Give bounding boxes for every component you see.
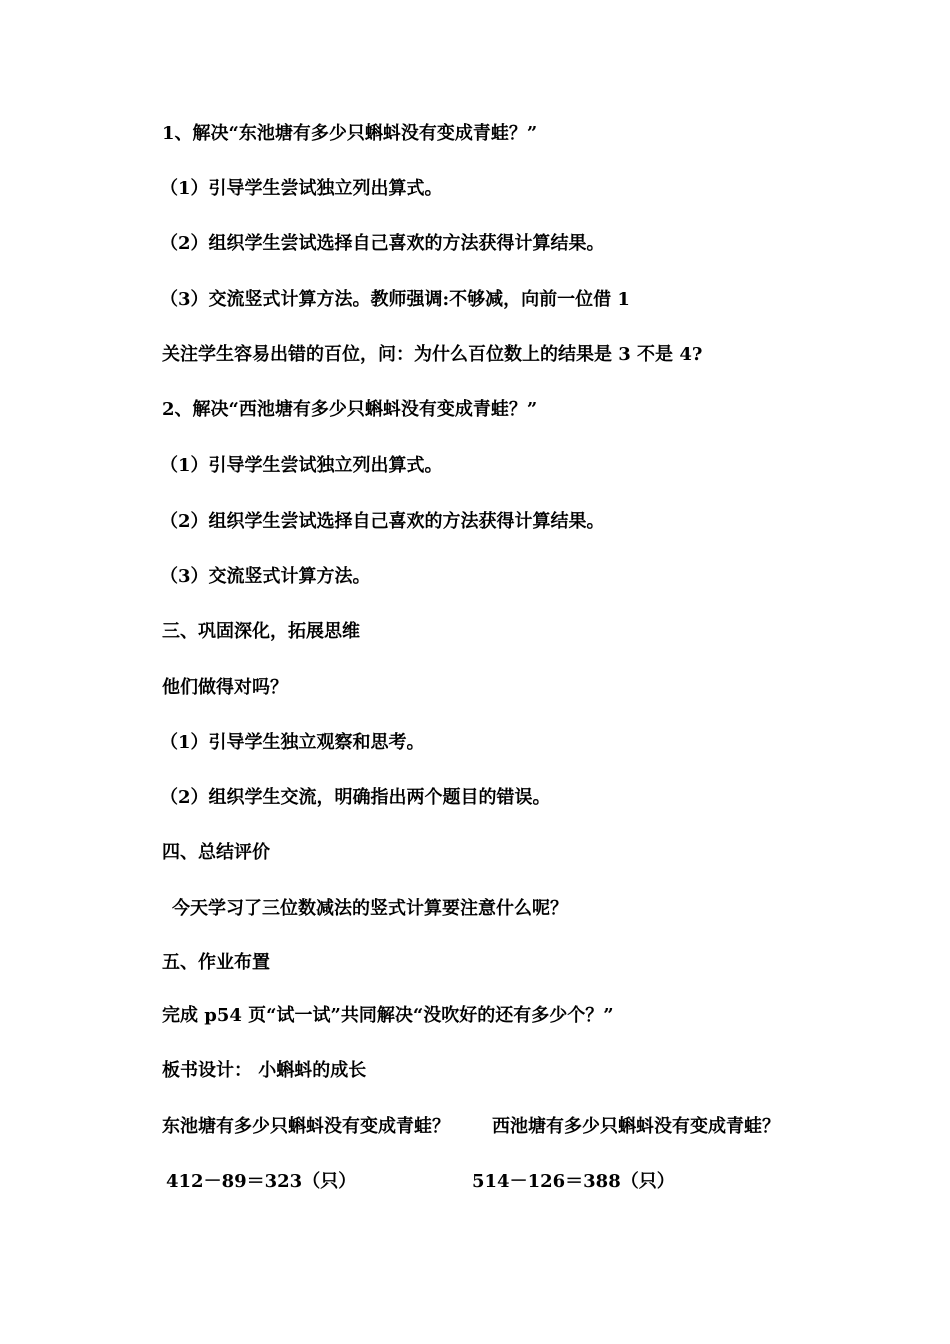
step-text: （1）引导学生尝试独立列出算式。	[160, 178, 443, 199]
section-heading-west-pond: 2、解决“西池塘有多少只蝌蚪没有变成青蛙？”	[162, 399, 538, 420]
paragraph-text: 完成 p54 页“试一试”共同解决“没吹好的还有多少个？”	[162, 1005, 614, 1026]
step-text: （2）组织学生尝试选择自己喜欢的方法获得计算结果。	[160, 511, 605, 532]
paragraph-text: 他们做得对吗？	[162, 677, 288, 698]
step-text: （1）引导学生独立观察和思考。	[160, 732, 425, 753]
board-left-question: 东池塘有多少只蝌蚪没有变成青蛙？	[162, 1116, 450, 1137]
step-text: （3）交流竖式计算方法。	[160, 566, 371, 587]
step-text: （2）组织学生尝试选择自己喜欢的方法获得计算结果。	[160, 233, 605, 254]
section-heading-east-pond: 1、解决“东池塘有多少只蝌蚪没有变成青蛙？”	[162, 123, 538, 144]
step-text: （3）交流竖式计算方法。教师强调:不够减，向前一位借 1	[160, 289, 630, 310]
step-text: （1）引导学生尝试独立列出算式。	[160, 455, 443, 476]
section-heading-summary: 四、总结评价	[162, 842, 270, 863]
paragraph-text: 今天学习了三位数减法的竖式计算要注意什么呢？	[172, 898, 568, 919]
step-text: （2）组织学生交流，明确指出两个题目的错误。	[160, 787, 551, 808]
board-design-title: 板书设计： 小蝌蚪的成长	[162, 1060, 367, 1081]
board-right-question: 西池塘有多少只蝌蚪没有变成青蛙？	[492, 1116, 780, 1137]
section-heading-consolidate: 三、巩固深化，拓展思维	[162, 621, 360, 642]
section-heading-homework: 五、作业布置	[162, 952, 270, 973]
board-left-equation: 412－89＝323（只）	[166, 1171, 357, 1192]
board-right-equation: 514－126＝388（只）	[472, 1171, 675, 1192]
paragraph-text: 关注学生容易出错的百位，问：为什么百位数上的结果是 3 不是 4?	[162, 344, 703, 365]
